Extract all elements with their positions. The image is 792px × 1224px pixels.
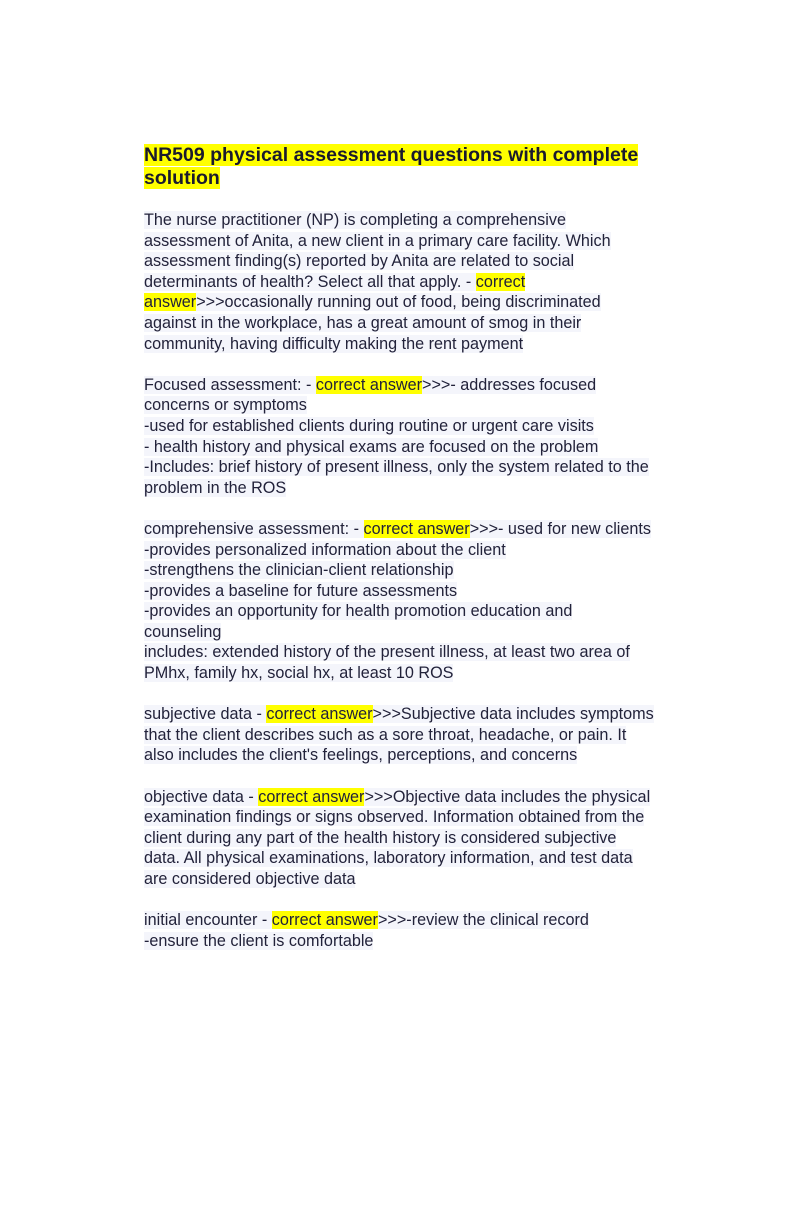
answer-line — [144, 437, 654, 458]
answer-line — [144, 601, 654, 642]
answer-text: >>>occasionally running out of food, being discriminated against in the workplace, has a great amount of smog in their community, having difficulty making the rent payment — [144, 293, 601, 353]
qa-entry-first-paragraph — [144, 375, 654, 416]
answer-line-text: - health history and physical exams are focused on the problem — [144, 437, 599, 456]
qa-entry — [144, 704, 654, 766]
answer-separator: - — [349, 519, 364, 538]
qa-entry-first-paragraph — [144, 210, 654, 354]
answer-line — [144, 416, 654, 437]
question-prompt: subjective data — [144, 705, 252, 724]
question-prompt: initial encounter — [144, 911, 258, 930]
answer-separator: - — [461, 272, 476, 291]
qa-entry-first-paragraph — [144, 519, 654, 540]
qa-entry — [144, 375, 654, 499]
document-title — [144, 144, 654, 190]
answer-separator: - — [252, 705, 267, 724]
qa-entry-text — [144, 911, 589, 929]
qa-entry-text — [144, 705, 654, 764]
answer-line-text: -provides a baseline for future assessments — [144, 581, 458, 600]
answer-line — [144, 560, 654, 581]
qa-entry-text — [144, 788, 650, 888]
correct-answer-label: correct answer — [144, 272, 526, 312]
answer-separator: - — [257, 911, 272, 930]
answer-line-text: -ensure the client is comfortable — [144, 931, 374, 950]
correct-answer-label: correct answer — [258, 787, 365, 806]
answer-line-text: -strengthens the clinician-client relationship — [144, 561, 454, 580]
answer-text: >>>- addresses focused concerns or symptoms — [144, 375, 597, 415]
qa-entry — [144, 910, 654, 951]
qa-entry-first-paragraph — [144, 787, 654, 890]
question-prompt: The nurse practitioner (NP) is completing a comprehensive assessment of Anita, a new client in a primary care facility. Which assessment finding(s) reported by Anita are related to social determinants of health? Select all that apply. — [144, 211, 611, 291]
question-prompt: comprehensive assessment: — [144, 519, 350, 538]
document-content — [144, 144, 654, 972]
qa-entry — [144, 210, 654, 354]
answer-line — [144, 642, 654, 683]
correct-answer-label: correct answer — [271, 911, 378, 930]
answer-separator: - — [243, 787, 259, 806]
answer-line-text: -Includes: brief history of present illness, only the system related to the problem in the ROS — [144, 458, 649, 497]
question-prompt: objective data — [144, 787, 244, 806]
answer-line-text: -provides an opportunity for health promotion education and counseling — [144, 602, 573, 641]
answer-line — [144, 581, 654, 602]
qa-entry-text — [144, 211, 611, 353]
qa-entry-first-paragraph — [144, 910, 654, 931]
answer-text: >>>Objective data includes the physical examination findings or signs observed. Information obtained from the client during any part of the health history is considered subjective data. All physical examinations, laboratory information, and test data are considered objective data — [144, 787, 651, 888]
qa-entry-text — [144, 520, 651, 538]
qa-entry — [144, 519, 654, 684]
answer-separator: - — [301, 375, 316, 394]
title-highlight: NR509 physical assessment questions with complete solution — [144, 144, 639, 189]
answer-text: >>>-review the clinical record — [377, 911, 589, 930]
correct-answer-label: correct answer — [363, 519, 470, 538]
answer-text: >>>- used for new clients — [469, 519, 651, 538]
qa-entry-text — [144, 376, 596, 415]
answer-line-text: -used for established clients during routine or urgent care visits — [144, 416, 594, 435]
answer-line — [144, 540, 654, 561]
qa-entries-list — [144, 210, 654, 951]
answer-line-text: includes: extended history of the present illness, at least two area of PMhx, family hx, social hx, at least 10 ROS — [144, 643, 630, 683]
answer-line-text: -provides personalized information about the client — [144, 540, 506, 559]
qa-entry-first-paragraph — [144, 704, 654, 766]
answer-line — [144, 931, 654, 952]
answer-text: >>>Subjective data includes symptoms that the client describes such as a sore throat, headache, or pain. It also includes the client's feelings, perceptions, and concerns — [144, 705, 654, 765]
correct-answer-label: correct answer — [315, 375, 422, 394]
correct-answer-label: correct answer — [266, 705, 373, 724]
answer-line — [144, 457, 654, 498]
question-prompt: Focused assessment: — [144, 375, 302, 394]
qa-entry — [144, 787, 654, 890]
